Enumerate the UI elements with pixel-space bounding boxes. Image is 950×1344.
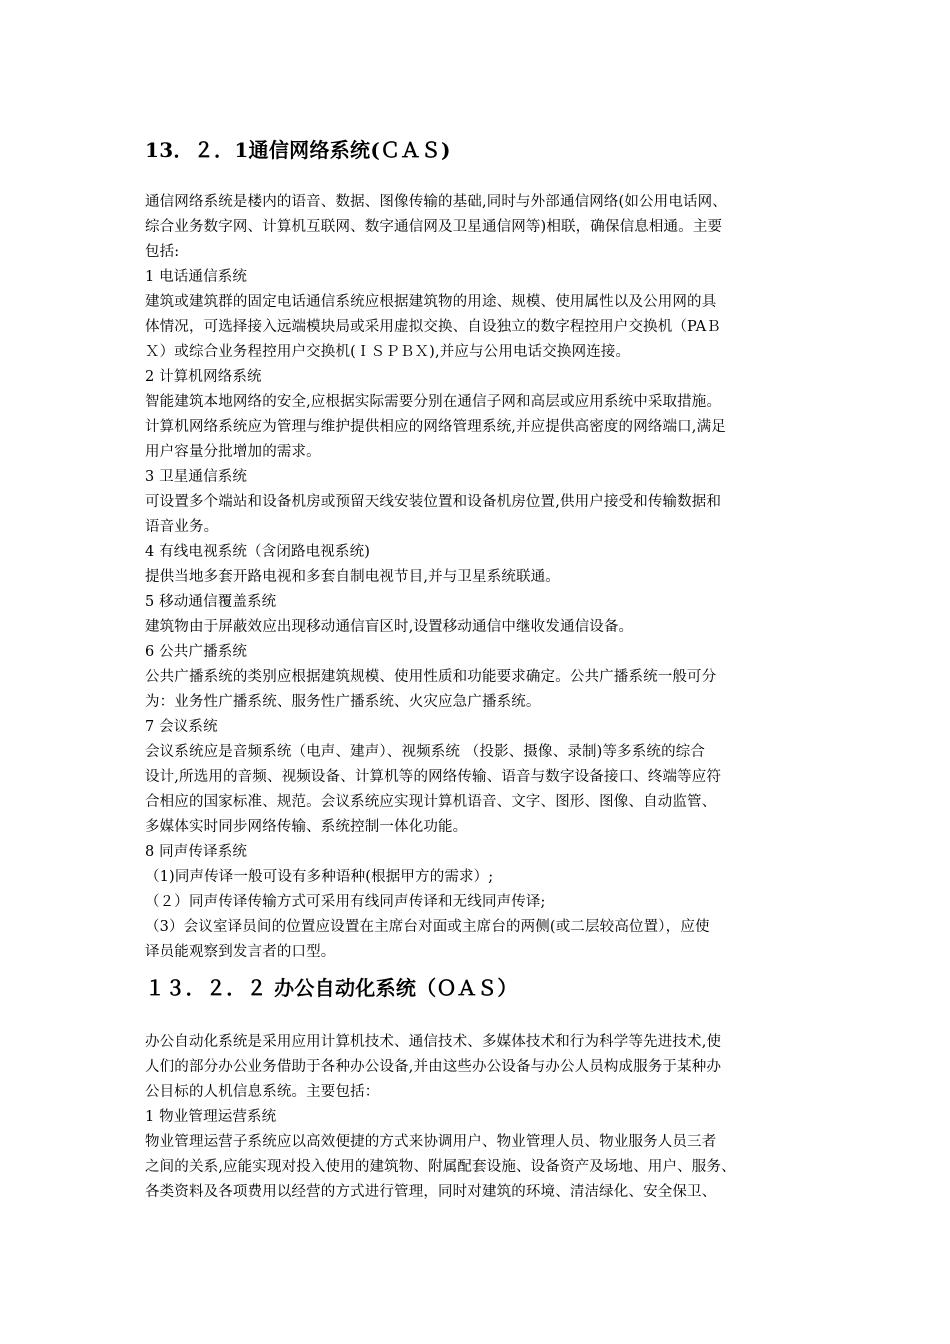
text-line: 公共广播系统的类别应根据建筑规模、使用性质和功能要求确定。公共广播系统一般可分 xyxy=(145,669,717,685)
text-line: 人们的部分办公业务借助于各种办公设备,并由这些办公设备与办公人员构成服务于某种办 xyxy=(145,1059,722,1075)
section-body-cas xyxy=(145,190,813,965)
text-line: 综合业务数字网、计算机互联网、数字通信网及卫星通信网等)相联，确保信息相通。主要 xyxy=(145,219,723,235)
text-line: 办公自动化系统是采用应用计算机技术、通信技术、多媒体技术和行为科学等先进技术,使 xyxy=(145,1034,722,1050)
text-line: 包括: xyxy=(145,244,180,260)
text-line: 为：业务性广播系统、服务性广播系统、火灾应急广播系统。 xyxy=(145,694,541,710)
text-line: 建筑物由于屏蔽效应出现移动通信盲区时,设置移动通信中继收发通信设备。 xyxy=(145,619,634,635)
text-line: 各类资料及各项费用以经营的方式进行管理，同时对建筑的环境、清洁绿化、安全保卫、 xyxy=(145,1184,717,1200)
text-line: 之间的关系,应能实现对投入使用的建筑物、附属配套设施、设备资产及场地、用户、服务、 xyxy=(145,1159,736,1175)
text-line: 3 卫星通信系统 xyxy=(145,469,248,485)
text-line: 合相应的国家标准、规范。会议系统应实现计算机语音、文字、图形、图像、自动监管、 xyxy=(145,794,717,810)
text-line: 建筑或建筑群的固定电话通信系统应根据建筑物的用途、规模、使用属性以及公用网的具 xyxy=(145,294,717,310)
text-line: 8 同声传译系统 xyxy=(145,844,248,860)
text-line: 5 移动通信覆盖系统 xyxy=(145,594,277,610)
section-body-oas xyxy=(145,1030,813,1205)
text-line: （3）会议室译员间的位置应设置在主席台对面或主席台的两侧(或二层较高位置），应使 xyxy=(145,919,710,935)
text-line: 语音业务。 xyxy=(145,519,219,535)
text-line: 4 有线电视系统（含闭路电视系统) xyxy=(145,544,371,560)
text-line: 7 会议系统 xyxy=(145,719,218,735)
text-line: 译员能观察到发言者的口型。 xyxy=(145,944,336,960)
text-line: 通信网络系统是楼内的语音、数据、图像传输的基础,同时与外部通信网络(如公用电话网、 xyxy=(145,194,727,210)
section-heading-oas: １３．２．２ 办公自动化系统（ＯＡＳ） xyxy=(145,976,518,1000)
text-line: Ｘ）或综合业务程控用户交换机(ＩＳＰＢＸ),并应与公用电话交换网连接。 xyxy=(145,344,631,360)
text-line: 计算机网络系统应为管理与维护提供相应的网络管理系统,并应提供高密度的网络端口,满足 xyxy=(145,419,726,435)
section-heading-cas: 13．２．1通信网络系统(ＣＡＳ) xyxy=(145,138,451,162)
text-line: 用户容量分批增加的需求。 xyxy=(145,444,321,460)
text-line: 体情况，可选择接入远端模块局或采用虚拟交换、自设独立的数字程控用户交换机（PAＢ xyxy=(145,319,721,335)
text-line: 1 电话通信系统 xyxy=(145,269,248,285)
text-line: 1 物业管理运营系统 xyxy=(145,1109,277,1125)
text-line: 提供当地多套开路电视和多套自制电视节目,并与卫星系统联通。 xyxy=(145,569,560,585)
text-line: 智能建筑本地网络的安全,应根据实际需要分别在通信子网和高层或应用系统中采取措施。 xyxy=(145,394,722,410)
text-line: 物业管理运营子系统应以高效便捷的方式来协调用户、物业管理人员、物业服务人员三者 xyxy=(145,1134,717,1150)
text-line: （1)同声传译一般可设有多种语种(根据甲方的需求）; xyxy=(145,869,494,885)
text-line: 公目标的人机信息系统。主要包括： xyxy=(145,1084,380,1100)
text-line: 会议系统应是音频系统（电声、建声）、视频系统 （投影、摄像、录制)等多系统的综合 xyxy=(145,744,706,760)
text-line: （２）同声传译传输方式可采用有线同声传译和无线同声传译; xyxy=(145,894,546,910)
text-line: 6 公共广播系统 xyxy=(145,644,248,660)
text-line: 多媒体实时同步网络传输、系统控制一体化功能。 xyxy=(145,819,468,835)
text-line: 设计,所选用的音频、视频设备、计算机等的网络传输、语音与数字设备接口、终端等应符 xyxy=(145,769,722,785)
text-line: 可设置多个端站和设备机房或预留天线安装位置和设备机房位置,供用户接受和传输数据和 xyxy=(145,494,722,510)
text-line: 2 计算机网络系统 xyxy=(145,369,262,385)
